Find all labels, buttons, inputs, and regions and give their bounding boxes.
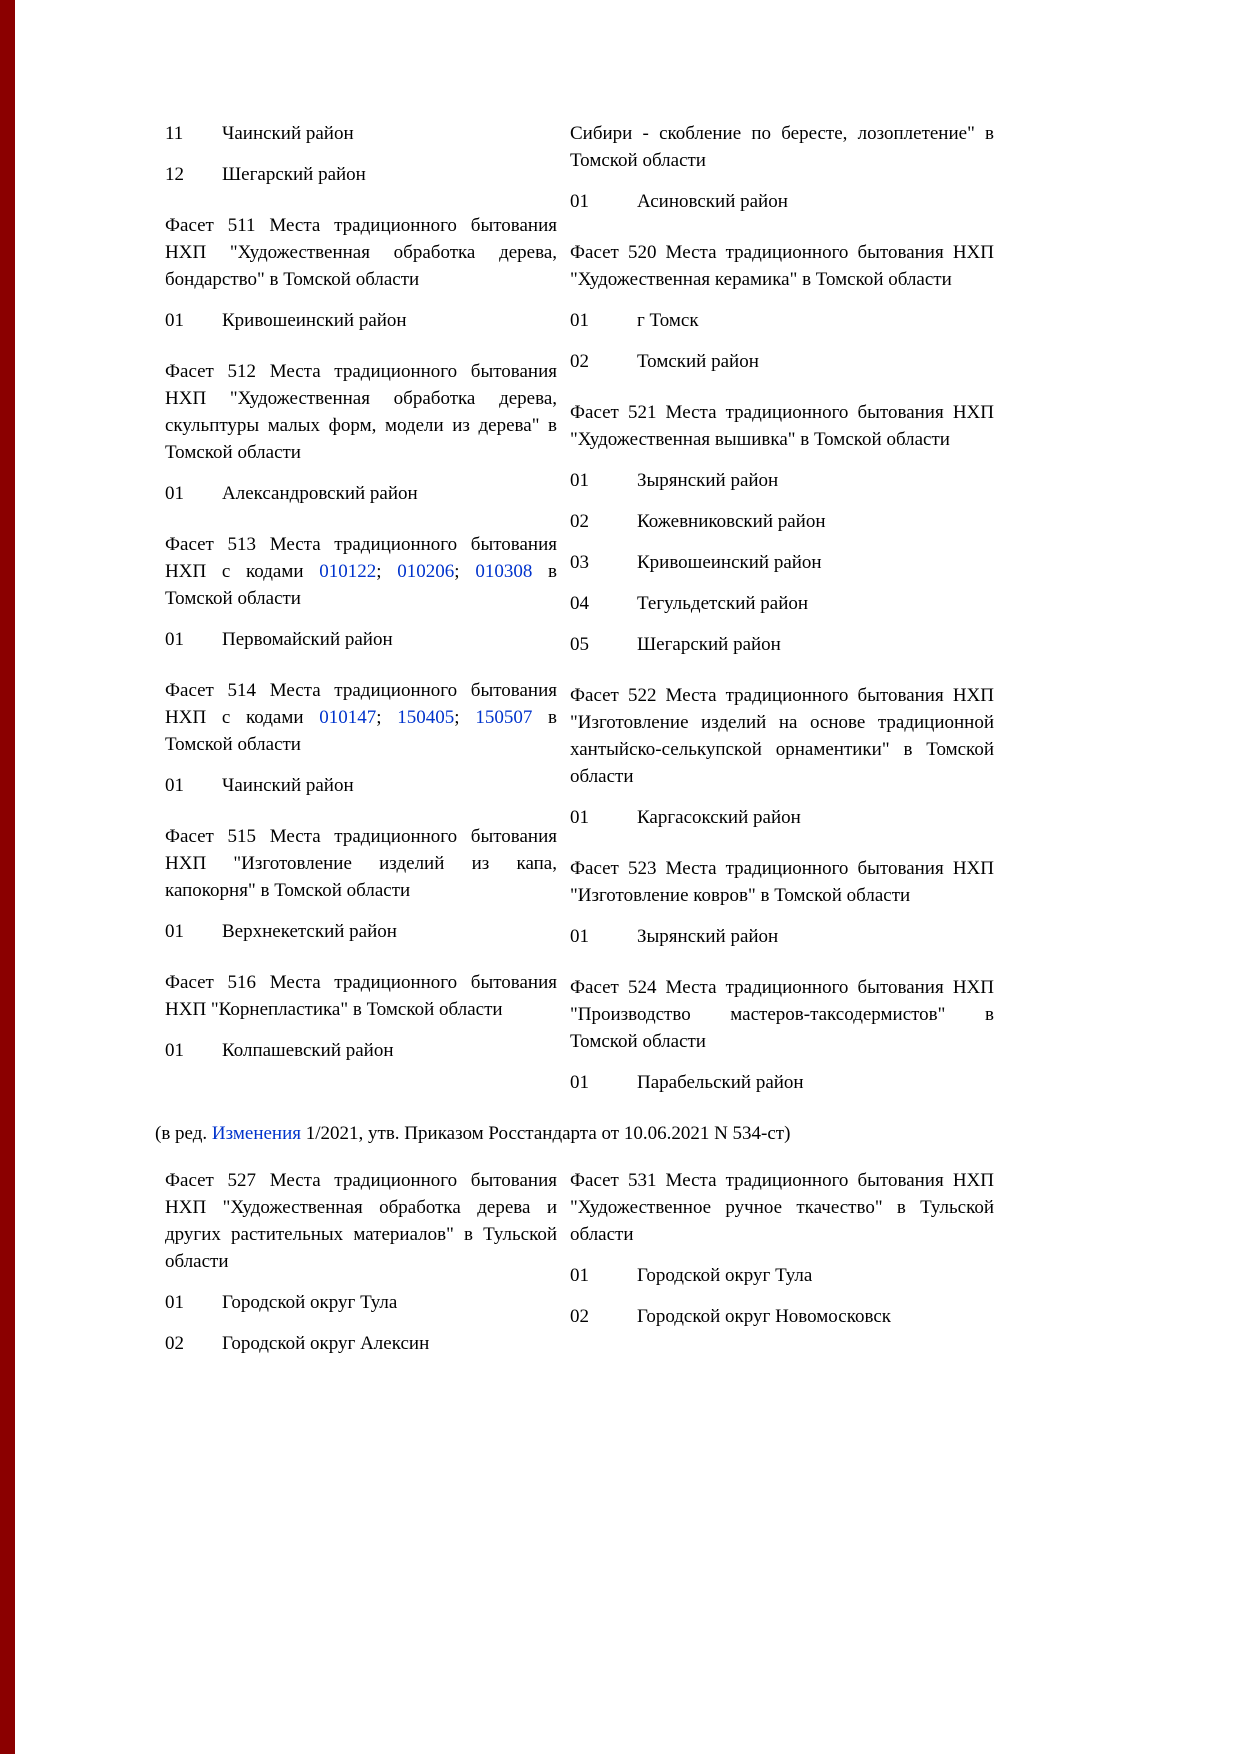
item-label: Городской округ Алексин [222, 1333, 430, 1354]
text-run: 1/2021, утв. Приказом Росстандарта от 10.06.2021 N 534-ст) [301, 1123, 791, 1144]
item-code: 02 [570, 1306, 589, 1327]
item-label: Асиновский район [637, 191, 788, 212]
item-label: Каргасокский район [637, 807, 801, 828]
item-label: Александровский район [222, 483, 418, 504]
item-code: 01 [165, 921, 184, 942]
facet-522-paragraph [570, 682, 994, 790]
text-run: в Томской области [165, 561, 558, 609]
text-run: Фасет 513 Места традиционного бытования НХП с кодами [165, 534, 557, 582]
text-run: ; [454, 561, 476, 582]
facet-516-paragraph [165, 969, 557, 1023]
text-run: Фасет 521 Места традиционного бытования НХП "Художественная вышивка" в Томской области [570, 402, 994, 450]
code-item-row [570, 348, 994, 375]
item-code: 01 [570, 1072, 589, 1093]
document-link[interactable]: 010206 [397, 561, 455, 582]
text-run: Фасет 524 Места традиционного бытования НХП "Производство мастеров-таксодермистов" в Томской области [570, 977, 994, 1052]
item-code: 01 [570, 191, 589, 212]
facet-515-paragraph [165, 823, 557, 904]
text-run: Фасет 527 Места традиционного бытования НХП "Художественная обработка дерева и других растительных материалов" в Тульской области [165, 1170, 557, 1272]
facet-514-paragraph [165, 677, 557, 758]
item-label: Зырянский район [637, 926, 779, 947]
item-label: Городской округ Тула [222, 1292, 398, 1313]
document-link[interactable]: 150507 [475, 707, 533, 728]
left-margin-red-bar [0, 0, 15, 1754]
code-item-row [570, 631, 994, 658]
text-run: Фасет 520 Места традиционного бытования НХП "Художественная керамика" в Томской области [570, 242, 994, 290]
item-label: г Томск [637, 310, 699, 331]
code-item-row [570, 804, 994, 831]
item-code: 01 [165, 629, 184, 650]
text-run: Фасет 523 Места традиционного бытования НХП "Изготовление ковров" в Томской области [570, 858, 994, 906]
item-label: Городской округ Новомосковск [637, 1306, 891, 1327]
document-link[interactable]: 010122 [319, 561, 377, 582]
facet-523-paragraph [570, 855, 994, 909]
code-item-row [570, 467, 994, 494]
facet-513-paragraph [165, 531, 557, 612]
document-link[interactable]: 010147 [319, 707, 377, 728]
code-item-row [165, 1289, 557, 1316]
text-run: Фасет 522 Места традиционного бытования НХП "Изготовление изделий на основе традиционной хантыйско-селькупской орнаментики" в Томской области [570, 685, 994, 787]
item-code: 01 [165, 310, 184, 331]
item-label: Первомайский район [222, 629, 393, 650]
code-item-row [165, 480, 557, 507]
facet-527-paragraph [165, 1167, 557, 1275]
item-label: Чаинский район [222, 123, 354, 144]
item-code: 01 [570, 470, 589, 491]
bottom-two-column-section [165, 1167, 994, 1371]
item-label: Колпашевский район [222, 1040, 394, 1061]
code-item-row [570, 307, 994, 334]
document-link[interactable]: Изменения [211, 1123, 301, 1144]
code-item-row [570, 508, 994, 535]
code-item-row [570, 188, 994, 215]
item-code: 02 [165, 1333, 184, 1354]
text-run: Фасет 511 Места традиционного бытования НХП "Художественная обработка дерева, бондарство" в Томской области [165, 215, 557, 290]
item-code: 01 [165, 1292, 184, 1313]
item-code: 02 [570, 351, 589, 372]
item-label: Городской округ Тула [637, 1265, 813, 1286]
bottom-right-column [570, 1167, 994, 1344]
text-run: Фасет 516 Места традиционного бытования НХП "Корнепластика" в Томской области [165, 972, 557, 1020]
top-left-column [165, 120, 557, 1078]
item-label: Чаинский район [222, 775, 354, 796]
text-run: ; [454, 707, 476, 728]
item-code: 04 [570, 593, 589, 614]
code-item-row [165, 1330, 557, 1357]
item-label: Кривошеинский район [222, 310, 407, 331]
item-code: 01 [570, 310, 589, 331]
code-item-row [165, 120, 557, 147]
document-link[interactable]: 010308 [475, 561, 533, 582]
bottom-left-column [165, 1167, 557, 1371]
code-item-row [570, 1069, 994, 1096]
code-item-row [570, 1262, 994, 1289]
code-item-row [570, 590, 994, 617]
facet-511-paragraph [165, 212, 557, 293]
item-code: 12 [165, 164, 184, 185]
item-code: 05 [570, 634, 589, 655]
text-run: Фасет 514 Места традиционного бытования НХП с кодами [165, 680, 557, 728]
code-item-row [570, 549, 994, 576]
text-run: Сибири - скобление по бересте, лозоплетение" в Томской области [570, 123, 994, 171]
item-code: 02 [570, 511, 589, 532]
code-item-row [165, 307, 557, 334]
text-run: в Томской области [165, 707, 558, 755]
item-label: Шегарский район [637, 634, 781, 655]
facet-524-paragraph [570, 974, 994, 1055]
document-content [155, 120, 994, 1371]
item-label: Шегарский район [222, 164, 366, 185]
item-code: 03 [570, 552, 589, 573]
facet-512-paragraph [165, 358, 557, 466]
top-two-column-section [165, 120, 994, 1110]
item-label: Кривошеинский район [637, 552, 822, 573]
text-run: ; [376, 561, 398, 582]
item-label: Тегульдетский район [637, 593, 809, 614]
item-label: Кожевниковский район [637, 511, 826, 532]
item-code: 01 [165, 1040, 184, 1061]
text-run: Фасет 515 Места традиционного бытования НХП "Изготовление изделий из капа, капокорня" в Томской области [165, 826, 557, 901]
text-run: Фасет 531 Места традиционного бытования НХП "Художественное ручное ткачество" в Тульской области [570, 1170, 994, 1245]
code-item-row [165, 626, 557, 653]
facet-520-paragraph [570, 239, 994, 293]
facet-519-continuation-paragraph [570, 120, 994, 174]
top-right-column [570, 120, 994, 1110]
item-code: 01 [570, 1265, 589, 1286]
amendment-note [155, 1120, 994, 1147]
code-item-row [570, 1303, 994, 1330]
text-run: (в ред. [155, 1123, 212, 1144]
item-code: 01 [570, 926, 589, 947]
item-label: Зырянский район [637, 470, 779, 491]
facet-521-paragraph [570, 399, 994, 453]
item-label: Парабельский район [637, 1072, 804, 1093]
code-item-row [165, 161, 557, 188]
text-run: ; [376, 707, 398, 728]
item-label: Томский район [637, 351, 759, 372]
code-item-row [165, 1037, 557, 1064]
item-label: Верхнекетский район [222, 921, 397, 942]
code-item-row [165, 918, 557, 945]
code-item-row [570, 923, 994, 950]
text-run: Фасет 512 Места традиционного бытования НХП "Художественная обработка дерева, скульптуры малых форм, модели из дерева" в Томской области [165, 361, 557, 463]
item-code: 01 [165, 775, 184, 796]
code-item-row [165, 772, 557, 799]
item-code: 11 [165, 123, 184, 144]
document-link[interactable]: 150405 [397, 707, 455, 728]
item-code: 01 [165, 483, 184, 504]
item-code: 01 [570, 807, 589, 828]
facet-531-paragraph [570, 1167, 994, 1248]
